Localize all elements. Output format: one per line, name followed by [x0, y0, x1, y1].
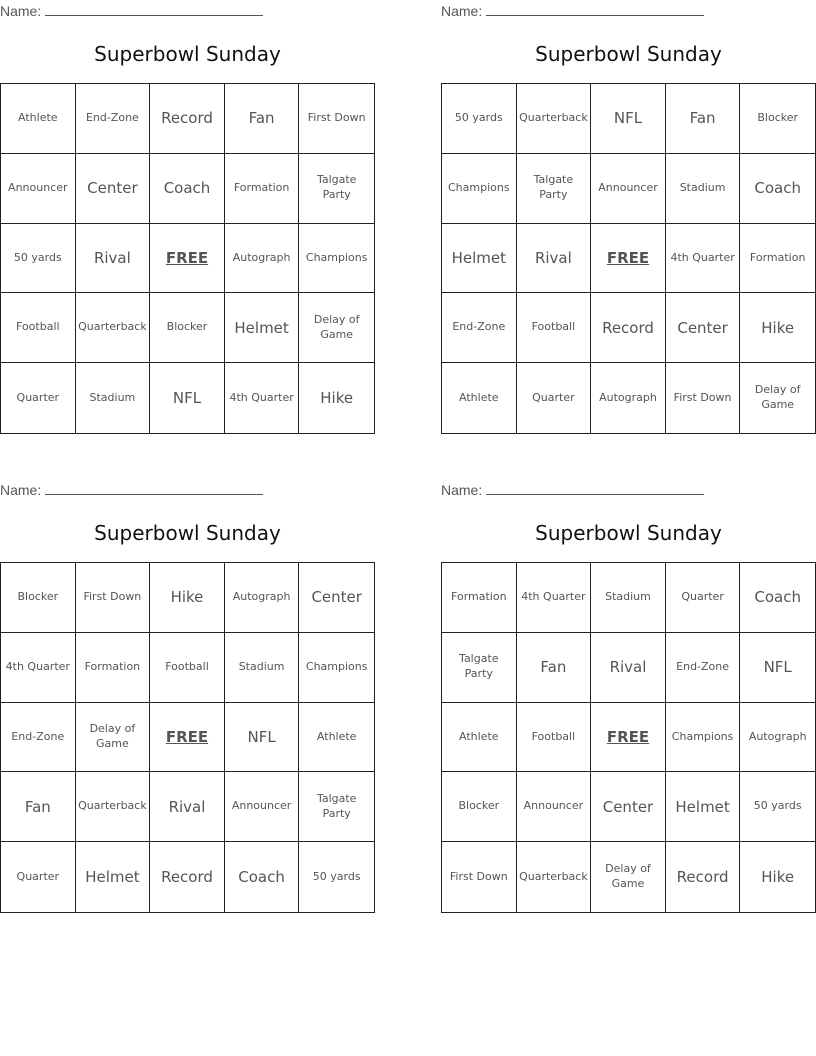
bingo-cell[interactable]: First Down [442, 842, 517, 912]
bingo-cell[interactable]: Formation [740, 224, 815, 294]
card-title: Superbowl Sunday [94, 42, 281, 66]
bingo-cell[interactable]: Announcer [591, 154, 666, 224]
bingo-cell[interactable]: Athlete [442, 703, 517, 773]
free-space-cell[interactable]: FREE [150, 703, 225, 773]
name-field[interactable] [0, 2, 270, 20]
bingo-cell[interactable]: Talgate Party [517, 154, 592, 224]
bingo-cell[interactable]: Quarter [517, 363, 592, 433]
bingo-cell[interactable]: Coach [150, 154, 225, 224]
bingo-cell[interactable]: 50 yards [740, 772, 815, 842]
bingo-cell[interactable]: Quarter [1, 363, 76, 433]
bingo-cell[interactable]: Champions [299, 224, 374, 294]
bingo-cell[interactable]: Announcer [517, 772, 592, 842]
bingo-cell[interactable]: Formation [76, 633, 151, 703]
name-field[interactable] [0, 481, 270, 499]
bingo-cell[interactable]: Fan [225, 84, 300, 154]
bingo-card-3 [0, 479, 375, 919]
bingo-cell[interactable]: End-Zone [1, 703, 76, 773]
bingo-cell[interactable]: Autograph [740, 703, 815, 773]
bingo-cell[interactable]: Football [150, 633, 225, 703]
bingo-cell[interactable]: Quarterback [76, 772, 151, 842]
bingo-cell[interactable]: Quarter [666, 563, 741, 633]
bingo-cell[interactable]: Formation [442, 563, 517, 633]
bingo-cell[interactable]: 50 yards [442, 84, 517, 154]
bingo-cell[interactable]: Hike [740, 293, 815, 363]
bingo-cell[interactable]: Rival [591, 633, 666, 703]
bingo-cell[interactable]: Athlete [442, 363, 517, 433]
bingo-cell[interactable]: Delay of Game [299, 293, 374, 363]
bingo-cell[interactable]: Quarterback [517, 84, 592, 154]
bingo-cell[interactable]: Record [666, 842, 741, 912]
card-title: Superbowl Sunday [94, 521, 281, 545]
bingo-cell[interactable]: Hike [761, 867, 795, 886]
name-label: Name: [441, 482, 483, 498]
bingo-cell[interactable]: Record [150, 842, 225, 912]
free-space-cell[interactable]: FREE [150, 224, 225, 294]
bingo-grid [0, 83, 375, 434]
bingo-cell[interactable]: NFL [740, 633, 815, 703]
bingo-grid [0, 562, 375, 913]
bingo-cell[interactable]: Talgate Party [299, 772, 374, 842]
name-label: Name: [441, 3, 483, 19]
bingo-cell[interactable]: 4th Quarter [1, 633, 76, 703]
bingo-cell[interactable]: Champions [666, 703, 741, 773]
bingo-cell[interactable]: Record [591, 293, 666, 363]
card-title: Superbowl Sunday [535, 521, 722, 545]
bingo-cell[interactable]: Delay of Game [591, 842, 666, 912]
bingo-cell[interactable]: NFL [591, 84, 666, 154]
name-blank-line[interactable] [45, 481, 263, 495]
bingo-grid [441, 83, 816, 434]
bingo-cell[interactable]: Blocker [1, 563, 76, 633]
free-space-cell[interactable]: FREE [591, 703, 666, 773]
bingo-cell[interactable]: End-Zone [76, 84, 151, 154]
bingo-cell[interactable]: Quarterback [76, 293, 151, 363]
name-field[interactable] [441, 2, 711, 20]
bingo-cell[interactable]: NFL [225, 703, 300, 773]
bingo-cell[interactable]: End-Zone [666, 633, 741, 703]
bingo-cell[interactable]: Helmet [442, 224, 517, 294]
bingo-cell[interactable]: Talgate Party [442, 633, 517, 703]
bingo-cell[interactable]: Stadium [591, 563, 666, 633]
name-field[interactable] [441, 481, 711, 499]
bingo-cell[interactable]: 50 yards [1, 224, 76, 294]
bingo-cell[interactable]: Center [666, 293, 741, 363]
bingo-cell[interactable]: Rival [150, 772, 225, 842]
bingo-cell[interactable]: Stadium [666, 154, 741, 224]
bingo-cell[interactable]: 4th Quarter [225, 363, 300, 433]
bingo-cell[interactable]: Hike [320, 388, 354, 407]
bingo-card-1 [0, 0, 375, 440]
bingo-cell[interactable]: Quarter [1, 842, 76, 912]
bingo-cell[interactable]: First Down [299, 84, 374, 154]
name-blank-line[interactable] [486, 481, 704, 495]
bingo-cell[interactable]: Autograph [225, 563, 300, 633]
bingo-cell[interactable]: Helmet [225, 293, 300, 363]
bingo-cell[interactable]: Stadium [76, 363, 151, 433]
bingo-cell[interactable]: Delay of Game [754, 383, 801, 412]
bingo-cell[interactable]: Blocker [740, 84, 815, 154]
free-space-cell[interactable]: FREE [591, 224, 666, 294]
bingo-cell[interactable]: Autograph [591, 363, 666, 433]
bingo-cell[interactable]: Record [150, 84, 225, 154]
bingo-cell[interactable]: Football [517, 293, 592, 363]
bingo-cell[interactable]: Formation [225, 154, 300, 224]
bingo-cell[interactable]: Center [76, 154, 151, 224]
name-blank-line[interactable] [486, 2, 704, 16]
bingo-cell[interactable]: Delay of Game [76, 703, 151, 773]
bingo-cell[interactable]: Hike [150, 563, 225, 633]
bingo-cell[interactable]: Stadium [225, 633, 300, 703]
bingo-cell[interactable]: Fan [1, 772, 76, 842]
bingo-cell[interactable]: Athlete [1, 84, 76, 154]
name-blank-line[interactable] [45, 2, 263, 16]
bingo-card-4 [441, 479, 816, 919]
bingo-cell[interactable]: Announcer [1, 154, 76, 224]
bingo-cell[interactable]: Helmet [76, 842, 151, 912]
bingo-cell[interactable]: NFL [150, 363, 225, 433]
bingo-cell[interactable]: Announcer [225, 772, 300, 842]
bingo-cell[interactable]: Champions [299, 633, 374, 703]
bingo-grid [441, 562, 816, 913]
bingo-cell[interactable]: 4th Quarter [517, 563, 592, 633]
bingo-card-2 [441, 0, 816, 440]
bingo-cell[interactable]: First Down [76, 563, 151, 633]
bingo-cell[interactable]: Autograph [225, 224, 300, 294]
bingo-cell[interactable]: End-Zone [442, 293, 517, 363]
bingo-cell[interactable]: Rival [76, 224, 151, 294]
bingo-cell[interactable]: Helmet [666, 772, 741, 842]
bingo-cell[interactable]: Blocker [442, 772, 517, 842]
bingo-cell[interactable]: Rival [517, 224, 592, 294]
bingo-cell[interactable]: Blocker [150, 293, 225, 363]
bingo-cell[interactable]: Athlete [299, 703, 374, 773]
bingo-cell[interactable]: Coach [740, 563, 815, 633]
bingo-cell[interactable]: Champions [442, 154, 517, 224]
bingo-cell[interactable]: 4th Quarter [666, 224, 741, 294]
bingo-cell[interactable]: Coach [225, 842, 300, 912]
card-title: Superbowl Sunday [535, 42, 722, 66]
bingo-cell[interactable]: 50 yards [312, 869, 361, 883]
bingo-cell[interactable]: Quarterback [517, 842, 592, 912]
name-label: Name: [0, 482, 42, 498]
bingo-cell[interactable]: Football [517, 703, 592, 773]
bingo-cell[interactable]: First Down [666, 363, 741, 433]
bingo-cell[interactable]: Center [591, 772, 666, 842]
bingo-cell[interactable]: Fan [666, 84, 741, 154]
bingo-cell[interactable]: Talgate Party [299, 154, 374, 224]
name-label: Name: [0, 3, 42, 19]
bingo-cell[interactable]: Center [299, 563, 374, 633]
bingo-cell[interactable]: Fan [517, 633, 592, 703]
bingo-cell[interactable]: Coach [740, 154, 815, 224]
bingo-cell[interactable]: Football [1, 293, 76, 363]
